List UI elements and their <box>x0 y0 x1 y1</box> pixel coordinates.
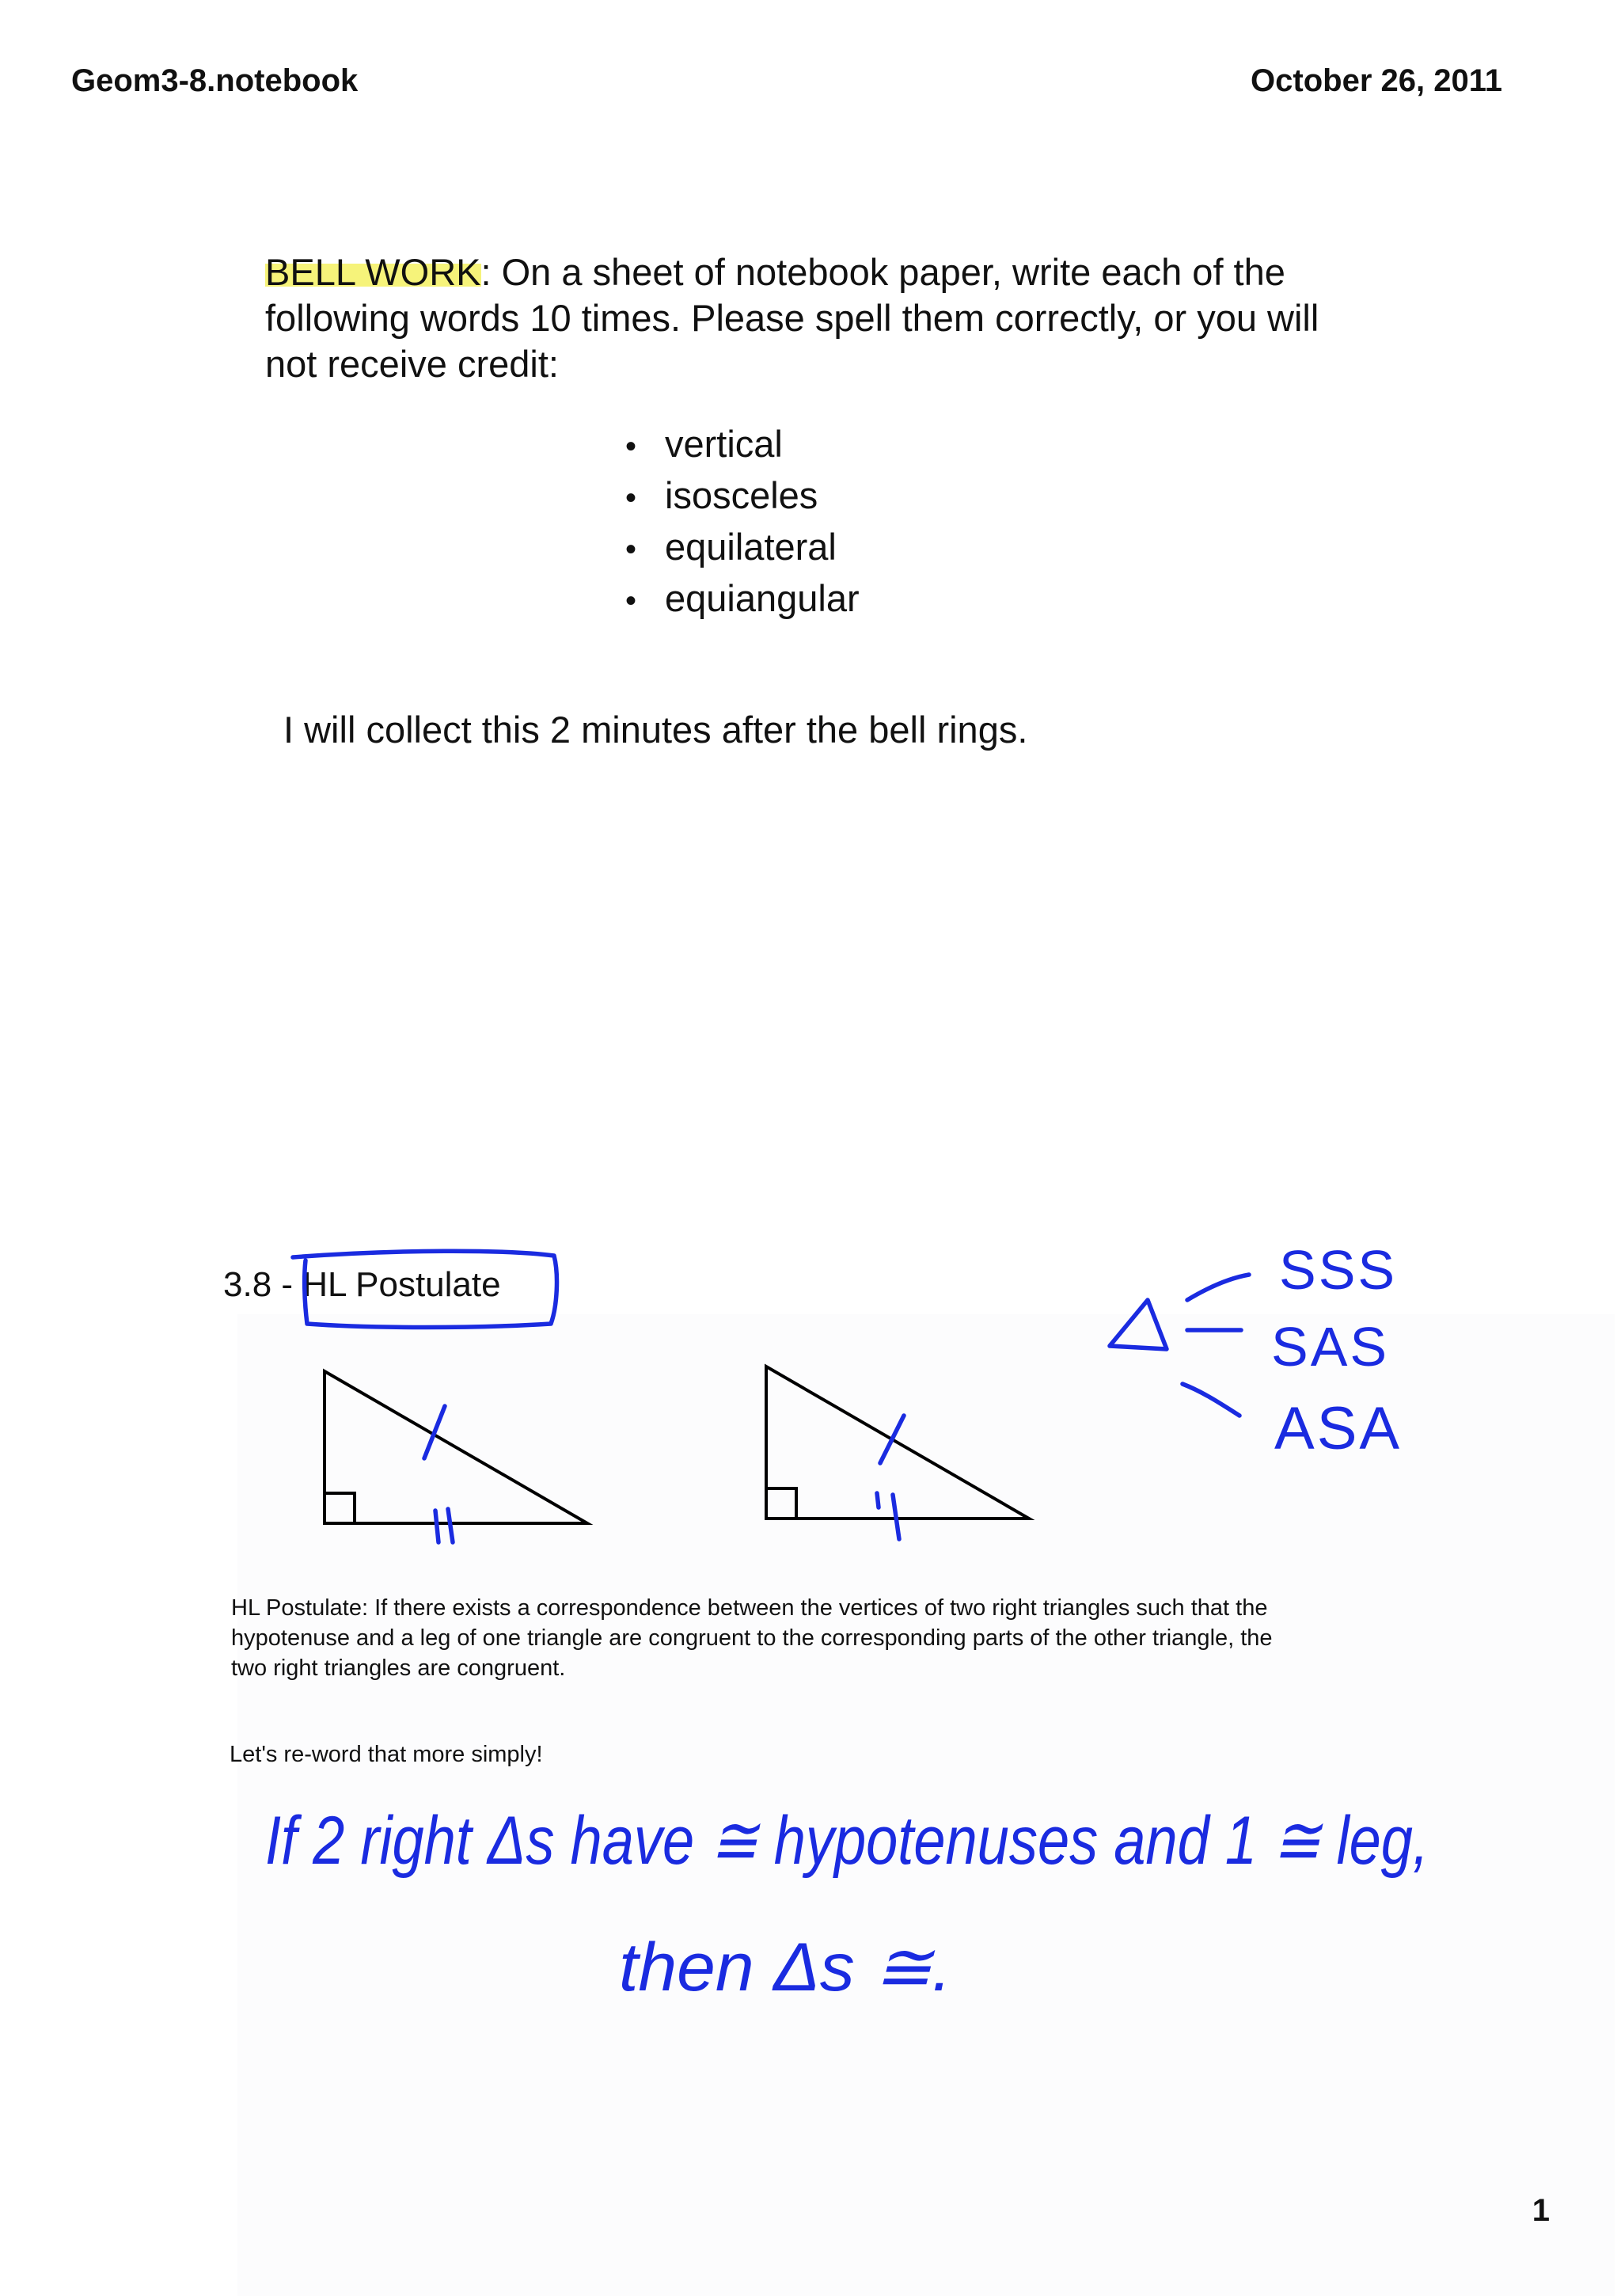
bell-work-label: BELL WORK <box>265 251 481 293</box>
list-item: • equiangular <box>625 574 860 625</box>
section-title: HL Postulate <box>302 1265 501 1304</box>
hl-postulate-statement: HL Postulate: If there exists a correspondence between the vertices of two right triangles such that the hypotenuse and a leg of one triangle are congruent to the corresponding parts of the other triangle, the two right triangles are congruent. <box>231 1595 1273 1681</box>
right-triangle-right <box>766 1367 1029 1539</box>
hypotenuse-tick-mark <box>880 1416 904 1463</box>
method-sas: SAS <box>1271 1316 1390 1378</box>
bell-work-instruction: : On a sheet of notebook paper, write each of the following words 10 times. Please spell them correctly, or you will not receive credit: <box>265 251 1319 385</box>
handwritten-box-around-title <box>293 1251 556 1327</box>
leg-double-tick-mark <box>435 1509 453 1542</box>
notebook-title: Geom3-8.notebook <box>71 63 359 98</box>
page-number: 1 <box>1532 2193 1550 2228</box>
right-triangle-left <box>325 1371 587 1542</box>
section-number: 3.8 - <box>223 1265 303 1304</box>
list-item: • isosceles <box>625 471 860 523</box>
leg-double-tick-mark <box>877 1493 899 1539</box>
method-asa: ASA <box>1274 1395 1403 1462</box>
reword-prompt: Let's re-word that more simply! <box>230 1742 543 1767</box>
right-angle-marker <box>766 1488 796 1519</box>
handwritten-rewording-line-2: then Δs ≅. <box>619 1929 951 2005</box>
branch-line <box>1187 1275 1249 1300</box>
congruence-methods-diagram <box>1110 1239 1402 1462</box>
triangle-symbol <box>1110 1300 1167 1349</box>
method-sss: SSS <box>1279 1239 1398 1301</box>
branch-line <box>1183 1384 1239 1416</box>
list-item: • equilateral <box>625 523 860 574</box>
collection-note: I will collect this 2 minutes after the bell rings. <box>283 709 1028 751</box>
right-angle-marker <box>325 1493 355 1523</box>
handwritten-rewording-line-1: If 2 right Δs have ≅ hypotenuses and 1 ≅ leg, <box>265 1803 1429 1879</box>
page-date: October 26, 2011 <box>1251 63 1502 98</box>
list-item: • vertical <box>625 420 860 471</box>
